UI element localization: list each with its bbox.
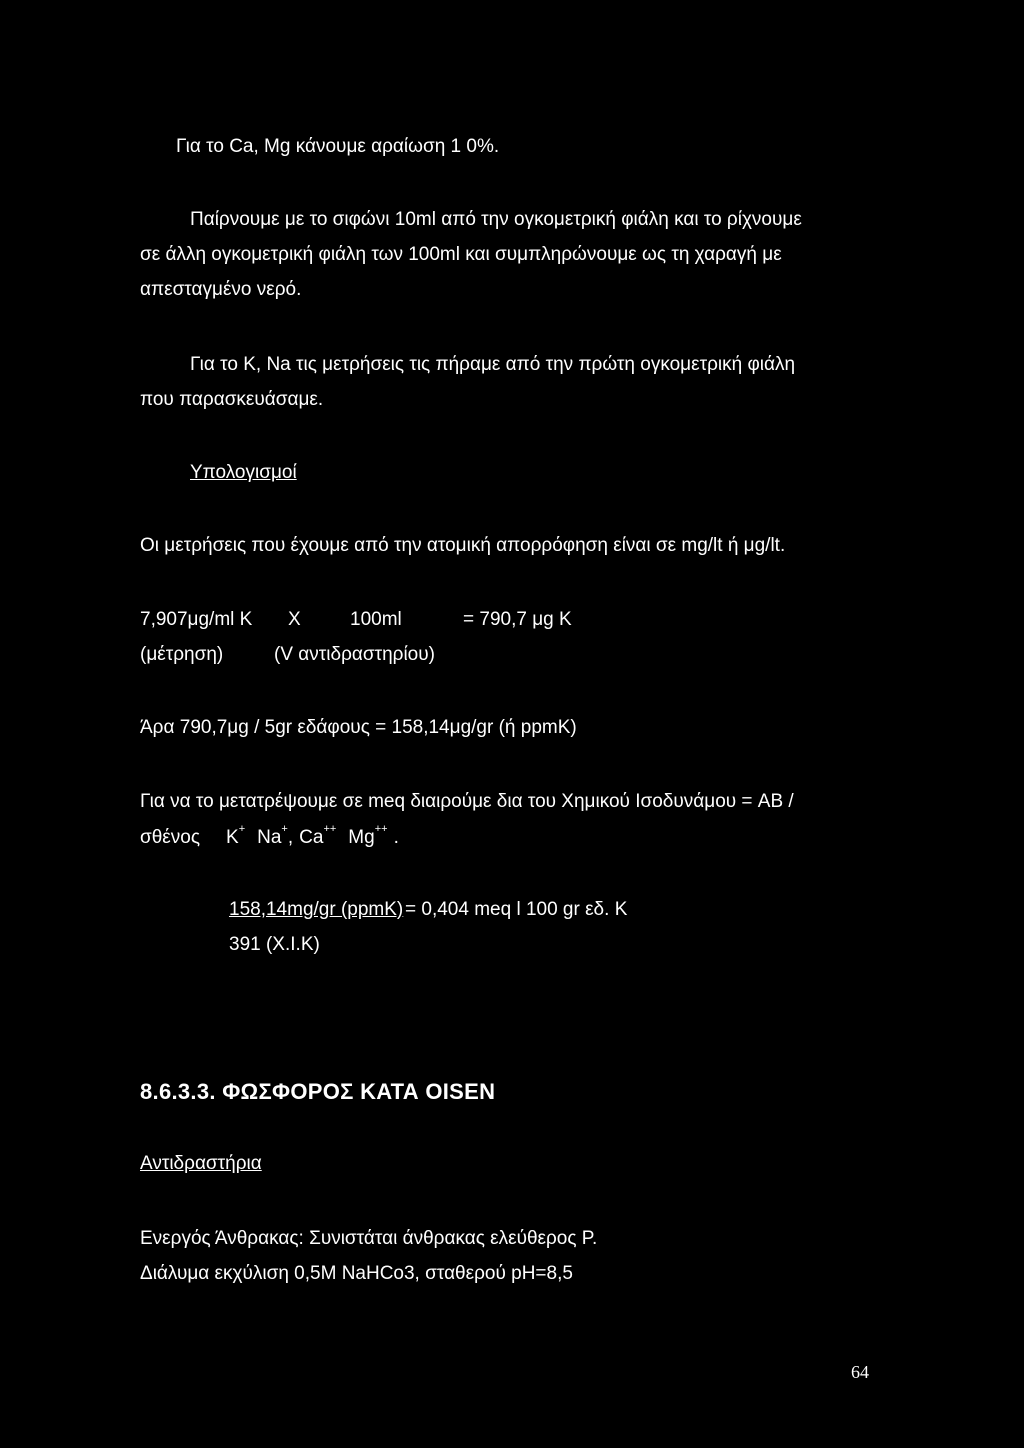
paragraph-meq-conversion-line-1: Για να το μετατρέψουμε σε meq διαιρούμε δια του Χημικού Ισοδυνάμου = AB / (140, 791, 794, 812)
reagent-activated-carbon: Ενεργός Άνθρακας: Συνιστάται άνθρακας ελεύθερος P. (140, 1228, 598, 1249)
section-heading-phosphorus: 8.6.3.3. ΦΩΣΦΟΡΟΣ ΚΑΤΑ OISEN (140, 1079, 496, 1104)
fraction-denominator: 391 (X.I.K) (229, 934, 320, 955)
paragraph-dilution-ca-mg: Για το Ca, Mg κάνουμε αραίωση 1 0%. (176, 136, 500, 157)
paragraph-pipette-line-1: Παίρνουμε με το σιφώνι 10ml από την ογκομετρική φιάλη και το ρίχνουμε (190, 209, 802, 230)
reagents-heading: Αντιδραστήρια (140, 1153, 262, 1174)
ion-calcium: Ca++ (299, 823, 337, 848)
reagent-extraction-solution: Διάλυμα εκχύλιση 0,5M NaHCo3, σταθερού pH=8,5 (140, 1263, 573, 1284)
paragraph-k-na-line-1: Για το K, Na τις μετρήσεις τις πήραμε από την πρώτη ογκομετρική φιάλη (190, 354, 796, 375)
equation-multiply-sign: X (288, 609, 301, 630)
fraction-result: = 0,404 meq l 100 gr εδ. K (405, 899, 628, 920)
ion-sodium: Na+ (257, 823, 288, 848)
paragraph-ppm-result: Άρα 790,7μg / 5gr εδάφους = 158,14μg/gr (ή ppmK) (140, 717, 577, 738)
page-number: 64 (851, 1362, 869, 1382)
equation-result: = 790,7 μg K (463, 609, 572, 630)
paragraph-meq-conversion-line-2 (140, 823, 399, 848)
ion-magnesium: Mg++ (348, 823, 388, 848)
fraction-numerator: 158,14mg/gr (ppmK) (229, 899, 404, 920)
ion-separator: , (287, 827, 294, 848)
paragraph-pipette-line-3: απεσταγμένο νερό. (140, 279, 302, 300)
equation-concentration: 7,907μg/ml K (140, 609, 253, 630)
calculations-heading: Υπολογισμοί (190, 462, 297, 483)
equation-label-measurement: (μέτρηση) (140, 644, 224, 665)
ion-potassium: K+ (226, 823, 246, 848)
paragraph-k-na-line-2: που παρασκευάσαμε. (140, 389, 324, 410)
ion-end-period: . (393, 827, 399, 848)
paragraph-measurement-units: Οι μετρήσεις που έχουμε από την ατομική απορρόφηση είναι σε mg/lt ή μg/lt. (140, 535, 786, 556)
paragraph-pipette-line-2: σε άλλη ογκομετρική φιάλη των 100ml και συμπληρώνουμε ως τη χαραγή με (140, 244, 782, 265)
equation-label-volume: (V αντιδραστηρίου) (274, 644, 435, 665)
equation-volume: 100ml (350, 609, 402, 630)
valence-label: σθένος (140, 827, 200, 848)
